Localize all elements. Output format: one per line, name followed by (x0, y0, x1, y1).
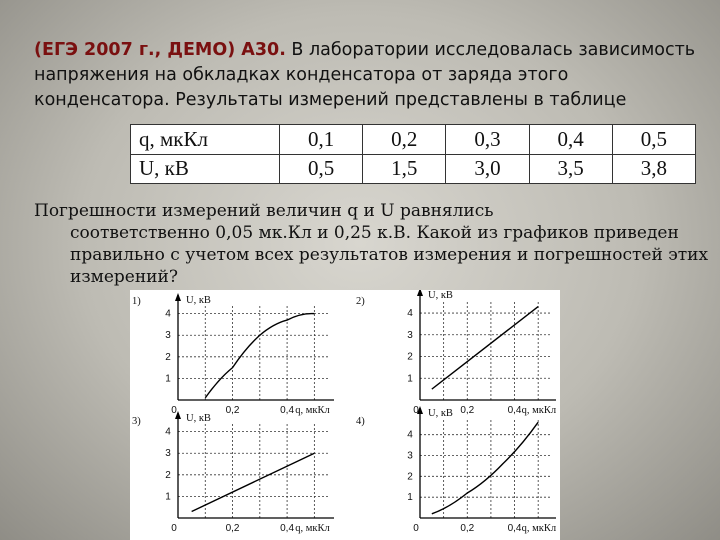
table-cell: 0,5 (280, 154, 363, 184)
table-cell: 3,5 (529, 154, 612, 184)
y-tick-label: 3 (407, 329, 413, 341)
y-tick-label: 4 (165, 426, 171, 438)
y-axis-arrow (417, 290, 423, 296)
series-line (432, 422, 538, 514)
y-axis-arrow (175, 293, 181, 301)
y-tick-label: 4 (407, 429, 413, 441)
y-tick-label: 1 (165, 491, 171, 503)
x-tick-label: 0,4 (280, 523, 295, 534)
problem-intro (34, 38, 704, 113)
graph-number: 2) (356, 296, 365, 307)
x-axis-label: q, мкКл (295, 523, 330, 534)
y-axis-label: U, кВ (428, 290, 453, 301)
row-header: q, мкКл (131, 125, 280, 155)
series-line (432, 307, 538, 390)
y-tick-label: 4 (165, 308, 171, 320)
x-tick-label: 0 (413, 523, 419, 534)
x-tick-label: 0,4 (280, 405, 295, 416)
table-cell: 0,1 (280, 125, 363, 155)
x-tick-label: 0 (171, 405, 177, 416)
y-axis-label: U, кВ (186, 295, 211, 306)
table-cell: 0,4 (529, 125, 612, 155)
graph-options (130, 290, 560, 540)
y-tick-label: 2 (407, 351, 413, 363)
table-cell: 3,8 (612, 154, 695, 184)
x-tick-label: 0 (171, 523, 177, 534)
x-tick-label: 0,4 (507, 523, 522, 534)
series-line (192, 453, 315, 511)
table-cell: 0,2 (363, 125, 446, 155)
y-tick-label: 2 (165, 469, 171, 481)
graph-number: 3) (132, 416, 141, 427)
x-tick-label: 0,2 (225, 405, 240, 416)
y-tick-label: 4 (407, 308, 413, 320)
y-tick-label: 1 (407, 373, 413, 385)
table-row (131, 125, 696, 155)
question-paragraph (34, 200, 714, 288)
y-axis-label: U, кВ (186, 413, 211, 424)
y-tick-label: 1 (165, 373, 171, 385)
graph-number: 4) (356, 416, 365, 427)
y-tick-label: 2 (165, 351, 171, 363)
y-axis-label: U, кВ (428, 408, 453, 419)
x-tick-label: 0 (413, 405, 419, 416)
x-axis-label: q, мкКл (521, 523, 557, 534)
question-line-rest: соответственно 0,05 мк.Кл и 0,25 к.В. Какой из графиков приведен правильно с учетом всех результатов измерения и погрешностей этих измерений? (70, 223, 709, 287)
x-tick-label: 0,2 (225, 523, 240, 534)
y-tick-label: 2 (407, 471, 413, 483)
row-header: U, кВ (131, 154, 280, 184)
measurement-table (130, 124, 696, 184)
graph-options-panel (130, 290, 560, 540)
problem-source: (ЕГЭ 2007 г., ДЕМО) А30. (34, 40, 286, 60)
table-cell: 3,0 (446, 154, 529, 184)
x-tick-label: 0,2 (460, 523, 475, 534)
question-line-1: Погрешности измерений величин q и U равнялись (34, 201, 494, 221)
table-cell: 0,5 (612, 125, 695, 155)
y-tick-label: 3 (165, 448, 171, 460)
problem-text: В лаборатории исследовалась зависимость напряжения на обкладках конденсатора от заряда этого конденсатора. Результаты измерений представлены в таблице (34, 40, 696, 110)
graph-number: 1) (132, 296, 141, 307)
x-tick-label: 0,2 (460, 405, 475, 416)
table-cell: 0,3 (446, 125, 529, 155)
table-cell: 1,5 (363, 154, 446, 184)
x-axis-label: q, мкКл (521, 405, 557, 416)
y-tick-label: 3 (407, 450, 413, 462)
x-axis-label: q, мкКл (295, 405, 330, 416)
table-row (131, 154, 696, 184)
y-tick-label: 1 (407, 492, 413, 504)
x-tick-label: 0,4 (507, 405, 522, 416)
y-tick-label: 3 (165, 330, 171, 342)
